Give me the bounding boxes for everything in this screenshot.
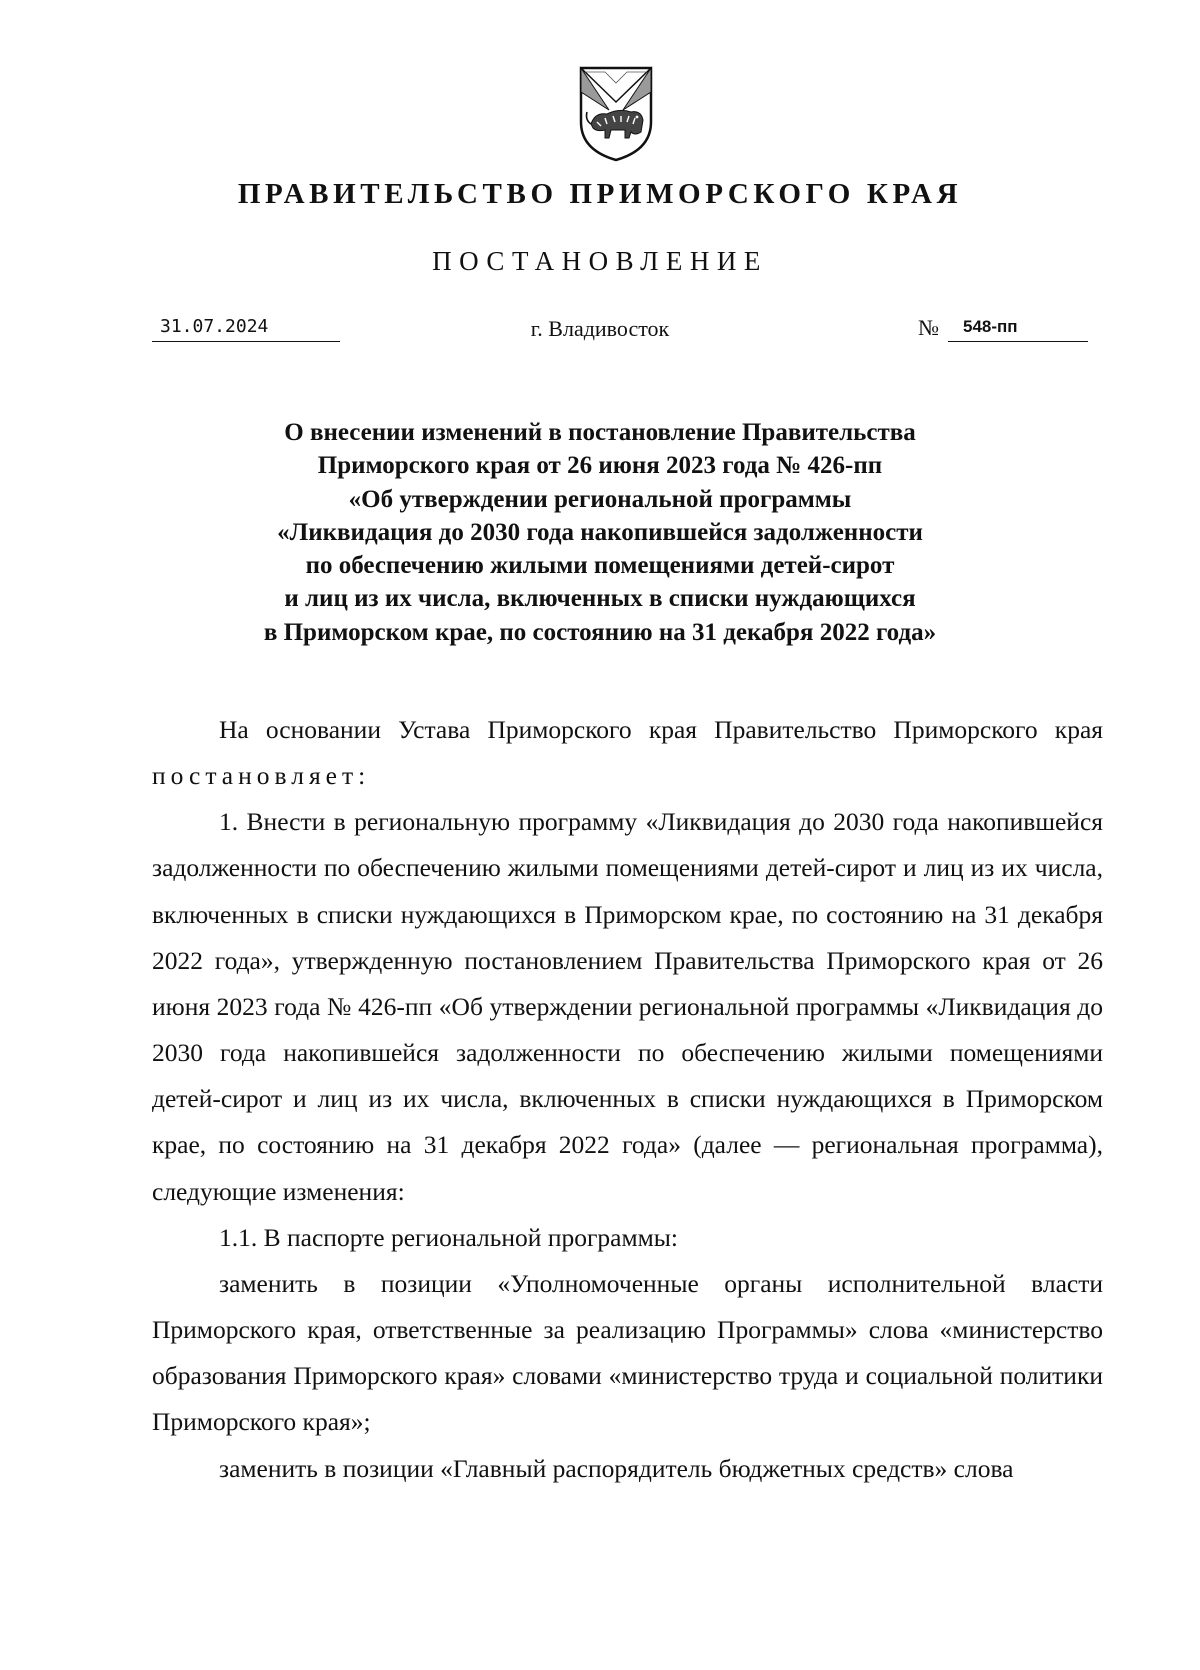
preamble-colon: : — [358, 761, 366, 791]
document-city: г. Владивосток — [530, 316, 670, 341]
body-paragraph-replace-1: заменить в позиции «Уполномоченные органы исполнительной власти Приморского края, ответственные за реализацию Программы» слова «министерство образования Приморского края» словами «министерство труда и социальной политики Приморского края»; — [152, 1268, 1103, 1437]
resolves-word: постановляет — [152, 761, 359, 791]
document-type: ПОСТАНОВЛЕНИЕ — [432, 246, 768, 276]
heading-line: Приморского края от 26 июня 2023 года № 426-пп — [317, 452, 883, 480]
heading-line: и лиц из их числа, включенных в списки нуждающихся — [284, 585, 916, 613]
heading-line: «Об утверждении региональной программы — [348, 485, 852, 513]
heading-line: по обеспечению жилыми помещениями детей-сирот — [305, 552, 895, 580]
document-date: 31.07.2024 — [152, 313, 340, 342]
body-paragraph-item-1: 1. Внести в региональную программу «Ликвидация до 2030 года накопившейся задолженности по обеспечению жилыми помещениями детей-сирот и лиц из их числа, включенных в списки нуждающихся в Приморском крае, по состоянию на 31 декабря 2022 года», утвержденную постановлением Правительства Приморского края от 26 июня 2023 года № 426-пп «Об утверждении региональной программы «Ликвидация до 2030 года накопившейся задолженности по обеспечению жилыми помещениями детей-сирот и лиц из их числа, включенных в списки нуждающихся в Приморском крае, по состоянию на 31 декабря 2022 года» (далее — региональная программа), следующие изменения: — [152, 807, 1103, 1206]
heading-line: в Приморском крае, по состоянию на 31 декабря 2022 года» — [263, 618, 937, 646]
organization-title: ПРАВИТЕЛЬСТВО ПРИМОРСКОГО КРАЯ — [237, 178, 963, 210]
preamble-text: На основании Устава Приморского края Правительство Приморского края — [219, 715, 1103, 744]
coat-of-arms-emblem — [575, 62, 657, 164]
number-sign: № — [918, 315, 939, 340]
body-paragraph-replace-2: заменить в позиции «Главный распорядитель бюджетных средств» слова — [219, 1453, 1014, 1483]
heading-line: «Ликвидация до 2030 года накопившейся задолженности — [277, 518, 923, 546]
document-body — [152, 707, 1103, 1492]
document-heading — [0, 416, 1200, 649]
document-number-block — [918, 313, 1088, 343]
heading-line: О внесении изменений в постановление Правительства — [284, 419, 916, 446]
document-number: 548-пп — [948, 313, 1088, 342]
body-paragraph-preamble — [152, 707, 1103, 799]
body-paragraph-item-1-1: 1.1. В паспорте региональной программы: — [219, 1222, 678, 1252]
